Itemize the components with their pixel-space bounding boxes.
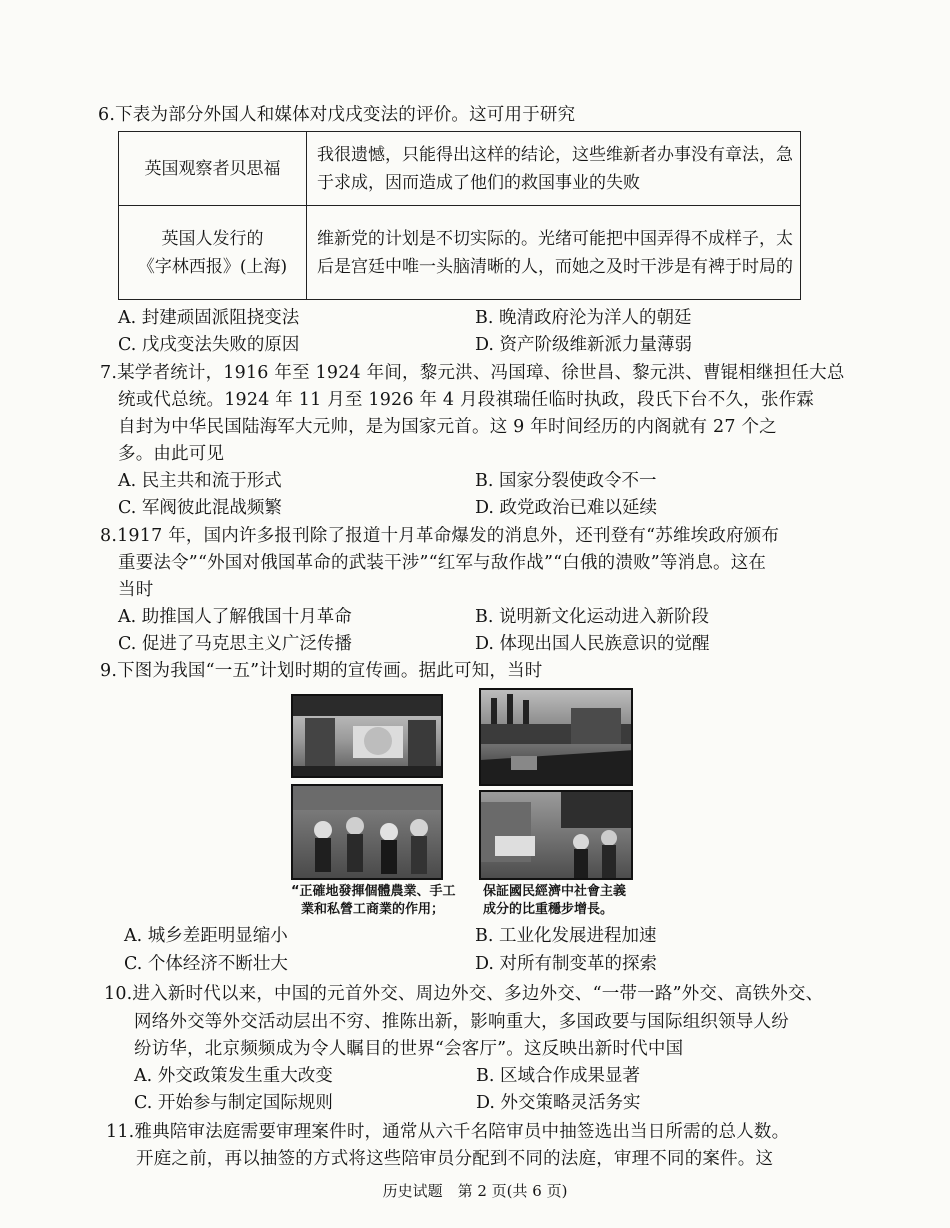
q7-line-3: 自封为中华民国陆海军大元帅，是为国家元首。这 9 年时间经历的内阁就有 27 个之 (118, 417, 777, 437)
q7-line-1: 7.某学者统计，1916 年至 1924 年间，黎元洪、冯国璋、徐世昌、黎元洪、曹锟相继担任大总 (100, 363, 845, 383)
q8-line-2: 重要法令”“外国对俄国革命的武装干涉”“红军与敌作战”“白俄的溃败”等消息。这在 (118, 553, 767, 573)
market-scene-illustration (293, 696, 443, 778)
q10-line-1: 10.进入新时代以来，中国的元首外交、周边外交、多边外交、“一带一路”外交、高铁外交、 (104, 984, 824, 1004)
q11-line-2: 开庭之前，再以抽签的方式将这些陪审员分配到不同的法庭，审理不同的案件。这 (136, 1149, 774, 1169)
q8-option-d: D. 体现出国人民族意识的觉醒 (475, 634, 710, 654)
q7-option-c: C. 军阀彼此混战频繁 (118, 498, 282, 518)
q9-option-b: B. 工业化发展进程加速 (475, 926, 657, 946)
propaganda-posters (287, 688, 637, 920)
q6-evaluation-table (118, 131, 801, 300)
q11-line-1: 11.雅典陪审法庭需要审理案件时，通常从六千名陪审员中抽签选出当日所需的总人数。 (106, 1122, 790, 1142)
poster-right-caption-2: 成分的比重穩步增長。 (483, 902, 614, 917)
source-label: 英国人发行的 (161, 228, 264, 249)
poster-right-caption-1: 保証國民經濟中社會主義 (483, 884, 627, 899)
q10-line-3: 纷访华，北京频频成为令人瞩目的世界“会客厅”。这反映出新时代中国 (134, 1039, 684, 1059)
q6-option-a: A. 封建顽固派阻挠变法 (118, 308, 300, 328)
q7-line-2: 统或代总统。1924 年 11 月至 1926 年 4 月段祺瑞任临时执政，段氏下台不久，张作霖 (118, 390, 815, 410)
q6-option-d: D. 资产阶级维新派力量薄弱 (475, 335, 693, 355)
q10-option-d: D. 外交策略灵活务实 (476, 1093, 641, 1113)
q6-option-b: B. 晚清政府沦为洋人的朝廷 (475, 308, 692, 328)
q10-line-2: 网络外交等外交活动层出不穷、推陈出新，影响重大，多国政要与国际组织领导人纷 (134, 1012, 789, 1032)
q9-option-a: A. 城乡差距明显缩小 (124, 926, 288, 946)
table-source-cell (119, 206, 307, 300)
q7-option-d: D. 政党政治已难以延续 (475, 498, 658, 518)
q7-option-b: B. 国家分裂使政令不一 (475, 471, 657, 491)
table-row (119, 206, 801, 300)
q9-option-d: D. 对所有制变革的探索 (475, 954, 658, 974)
poster-right-bottom (479, 790, 633, 880)
q10-option-a: A. 外交政策发生重大改变 (134, 1066, 333, 1086)
table-source-cell (119, 132, 307, 206)
poster-left-caption-1: “正確地發揮個體農業、手工 (291, 884, 456, 899)
q8-option-b: B. 说明新文化运动进入新阶段 (475, 607, 709, 627)
q7-option-a: A. 民主共和流于形式 (118, 471, 282, 491)
source-label-2: 《字林西报》(上海) (137, 256, 288, 277)
q9-stem: 9.下图为我国“一五”计划时期的宣传画。据此可知，当时 (100, 661, 543, 681)
q10-option-c: C. 开始参与制定国际规则 (134, 1093, 333, 1113)
q9-option-c: C. 个体经济不断壮大 (124, 954, 288, 974)
q8-option-a: A. 助推国人了解俄国十月革命 (118, 607, 352, 627)
poster-left-caption-2: 業和私營工商業的作用； (301, 902, 445, 917)
crowd-shop-illustration (293, 786, 443, 880)
q8-line-3: 当时 (118, 580, 154, 600)
table-quote-cell: 维新党的计划是不切实际的。光绪可能把中国弄得不成样子，太后是宫廷中唯一头脑清晰的人，而她之及时干涉是有裨于时局的 (307, 206, 801, 300)
q8-line-1: 8.1917 年，国内许多报刊除了报道十月革命爆发的消息外，还刊登有“苏维埃政府颁布 (100, 526, 780, 546)
q7-line-4: 多。由此可见 (118, 444, 225, 464)
table-row (119, 132, 801, 206)
poster-right-top (479, 688, 633, 786)
source-label: 英国观察者贝思福 (144, 158, 281, 179)
state-store-illustration (481, 792, 633, 880)
page-footer: 历史试题 第 2 页(共 6 页) (382, 1182, 568, 1200)
q8-option-c: C. 促进了马克思主义广泛传播 (118, 634, 352, 654)
q6-stem: 6.下表为部分外国人和媒体对戊戌变法的评价。这可用于研究 (98, 105, 576, 125)
poster-left-top (291, 694, 443, 778)
poster-left-bottom (291, 784, 443, 880)
q10-option-b: B. 区域合作成果显著 (476, 1066, 640, 1086)
industrial-scene-illustration (481, 690, 633, 786)
table-quote-cell: 我很遗憾，只能得出这样的结论，这些维新者办事没有章法，急于求成，因而造成了他们的救国事业的失败 (307, 132, 801, 206)
q6-option-c: C. 戊戌变法失败的原因 (118, 335, 300, 355)
